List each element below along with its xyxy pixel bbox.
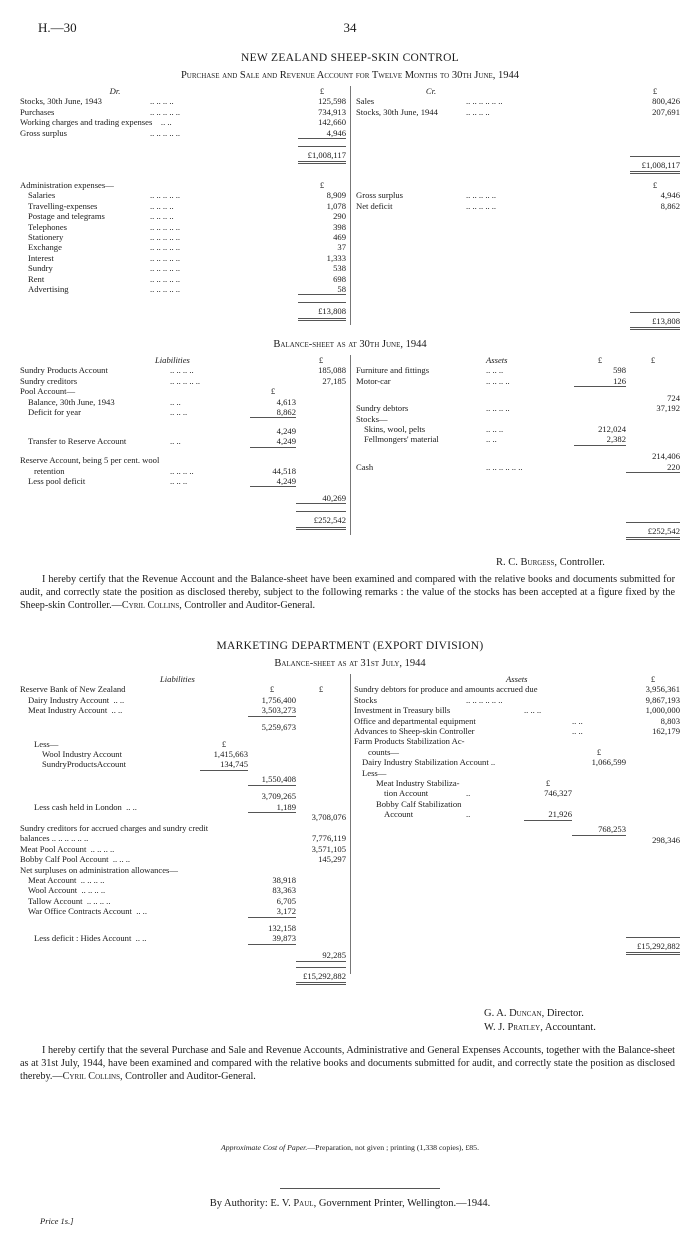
liabilities-label: Liabilities — [155, 355, 190, 365]
cost-of-paper-note: Approximate Cost of Paper.—Preparation, not given ; printing (1,338 copies), £85. — [220, 1143, 480, 1152]
table-row: Advances to Sheep-skin Controller .. .. 162,179 — [354, 726, 680, 737]
table-row: Exchange .. .. .. .. .. 37 — [28, 242, 346, 253]
trading-debit-total: £1,008,117 — [298, 147, 346, 163]
table-row: Less pool deficit .. .. .. 4,249 — [28, 476, 296, 487]
table-row: Sundry .. .. .. .. .. 538 — [28, 263, 346, 274]
table-row: Deficit for year .. .. .. 8,862 — [28, 407, 296, 418]
balance-sheet-liabilities: Liabilities £ Sundry Products Account .. .. .. .. 185,088 Sundry creditors .. .. .. .. .. 27,185 Pool Account— £ Balance, 30th June, 1943 .. .. 4,613 Deficit for year .. .. .. 8,862 4,249 Transfer to Reserve Account .. .. 4,249 Reserve Account, being 5 per cent. wool retention .. .. .. .. 44,518 Less pool deficit .. .. .. 4,249 40,269 £252,542 — [20, 355, 346, 530]
price-note: Price 1s.] — [40, 1216, 74, 1226]
table-row: Less deficit : Hides Account .. .. 39,873 — [34, 933, 296, 944]
table-row: Meat Account .. .. .. .. 38,918 — [28, 874, 296, 885]
table-row: Tallow Account .. .. .. .. 6,705 — [28, 895, 296, 906]
table-row: Investment in Treasury bills .. .. .. 1,000,000 — [354, 705, 680, 716]
revenue-debit-total: £13,808 — [298, 303, 346, 319]
balance-sheet-title: Balance-sheet as at 30th June, 1944 — [273, 339, 427, 350]
table-row: Advertising .. .. .. .. .. 58 — [28, 284, 346, 295]
table-row: SundryProductsAccount 134,745 — [42, 759, 248, 770]
divider — [280, 1188, 440, 1189]
signature-accountant: W. J. Pratley, Accountant. — [484, 1022, 596, 1033]
table-row: Postage and telegrams .. .. .. .. 290 — [28, 211, 346, 222]
table-row: Stocks .. .. .. .. .. .. 9,867,193 — [354, 694, 680, 705]
table-row: Wool Industry Account 1,415,663 — [42, 748, 248, 759]
marketing-assets-total: £15,292,882 — [626, 938, 680, 954]
table-row: Skins, wool, pelts .. .. .. 212,024 — [364, 423, 626, 434]
revenue-credit-total: £13,808 — [630, 312, 680, 328]
table-row: balances .. .. .. .. .. .. 7,776,119 — [20, 833, 346, 844]
table-row: Gross surplus .. .. .. .. .. 4,946 — [20, 127, 346, 138]
table-row: Rent .. .. .. .. .. 698 — [28, 273, 346, 284]
table-row: Meat Pool Account .. .. .. .. 3,571,105 — [20, 843, 346, 854]
cr-label: Cr. — [425, 86, 437, 96]
table-row: Working charges and trading expenses .. .. 142,660 — [20, 117, 346, 128]
assets-label: Assets — [506, 674, 528, 684]
table-row: Wool Account .. .. .. .. 83,363 — [28, 885, 296, 896]
table-row: Stocks, 30th June, 1943 .. .. .. .. 125,598 — [20, 96, 346, 107]
balance-sheet-assets: Assets £ £ Furniture and fittings .. .. .. 598 Motor-car .. .. .. .. 126 724 Sundry debtors .. .. .. .. 37,192 Stocks— Skins, wool, pelts .. .. .. 212,024 Fellmongers' material .. .. 2,382 214,406 Cash .. .. .. .. .. .. 220 £252,542 — [356, 355, 680, 540]
table-row: Stationery .. .. .. .. .. 469 — [28, 232, 346, 243]
marketing-liabilities-total: £15,292,882 — [296, 967, 346, 983]
table-row: War Office Contracts Account .. .. 3,172 — [28, 906, 296, 917]
table-row: Gross surplus .. .. .. .. .. 4,946 — [356, 190, 680, 201]
table-row: Travelling-expenses .. .. .. .. 1,078 — [28, 200, 346, 211]
table-row: Balance, 30th June, 1943 .. .. 4,613 — [28, 396, 296, 407]
table-row: Interest .. .. .. .. .. 1,333 — [28, 252, 346, 263]
table-row: Dairy Industry Account .. .. 1,756,400 — [28, 694, 296, 705]
signature-controller: R. C. Burgess, Controller. — [496, 557, 605, 568]
revenue-account-debit: Administration expenses— £ Salaries .. .. .. .. .. 8,909 Travelling-expenses .. .. .. .. 1,078 Postage and telegrams .. .. .. .. 290 Telephones .. .. .. .. .. 398 Stationery .. .. .. .. .. 469 Exchange .. .. .. .. .. 37 Interest .. .. .. .. .. 1,333 Sundry .. .. .. .. .. 538 Rent .. .. .. .. .. 698 Advertising .. .. .. .. .. 58 £13,808 — [20, 180, 346, 321]
marketing-title: MARKETING DEPARTMENT (EXPORT DIVISION) — [216, 640, 484, 652]
table-row: Less cash held in London .. .. 1,189 — [34, 801, 296, 812]
assets-total: £252,542 — [626, 523, 680, 539]
table-row: Sundry creditors .. .. .. .. .. 27,185 — [20, 375, 346, 386]
audit-certificate-marketing: I hereby certify that the several Purchase and Sale and Revenue Accounts, Administrative and General Expenses Accounts, together with the Balance-sheet as at 31st July, 1944, have been examined and compared with the relative books and documents submitted for audit, and correctly state the position as disclosed thereby.—Cyril Collins, Controller and Auditor-General. — [20, 1045, 675, 1082]
signature-director: G. A. Duncan, Director. — [484, 1008, 584, 1019]
column-divider — [350, 355, 351, 535]
marketing-balance-title: Balance-sheet as at 31st July, 1944 — [274, 658, 426, 669]
document-reference: H.—30 — [38, 20, 77, 35]
trading-account-credit: Cr. £ Sales .. .. .. .. .. .. 800,426 Stocks, 30th June, 1944 .. .. .. .. 207,691 £1,008,117 — [356, 86, 680, 174]
table-row: Cash .. .. .. .. .. .. 220 — [356, 461, 680, 472]
sheepskin-title: NEW ZEALAND SHEEP-SKIN CONTROL — [240, 52, 459, 64]
table-row: Fellmongers' material .. .. 2,382 — [364, 434, 626, 445]
table-row: Motor-car .. .. .. .. 126 — [356, 375, 626, 386]
audit-certificate-sheepskin: I hereby certify that the Revenue Account and the Balance-sheet have been examined and compared with the relative books and documents submitted for audit, and correctly state the position as disclosed thereby, subject to the following remarks : the value of the stocks has been accepted at a figure fixed by the Sheep-skin Controller.—Cyril Collins, Controller and Auditor-General. — [20, 574, 675, 611]
table-row: Sundry debtors for produce and amounts accrued due 3,956,361 — [354, 684, 680, 695]
table-row: Purchases .. .. .. .. .. 734,913 — [20, 106, 346, 117]
revenue-account-credit: £ Gross surplus .. .. .. .. .. 4,946 Net deficit .. .. .. .. .. 8,862 £13,808 — [356, 180, 680, 330]
printer-authority: By Authority: E. V. Paul, Government Printer, Wellington.—1944. — [209, 1198, 491, 1209]
admin-heading: Administration expenses— — [20, 180, 114, 190]
table-row: Transfer to Reserve Account .. .. 4,249 — [28, 436, 296, 447]
revenue-account-title: Purchase and Sale and Revenue Account for Twelve Months to 30th June, 1944 — [180, 70, 520, 81]
column-divider — [350, 86, 351, 325]
table-row: tion Account .. 746,327 — [384, 788, 572, 799]
assets-label: Assets — [486, 355, 508, 365]
table-row: Meat Industry Account .. .. 3,503,273 — [28, 705, 296, 716]
trading-credit-total: £1,008,117 — [630, 156, 680, 172]
liabilities-total: £252,542 — [296, 512, 346, 528]
dr-label: Dr. — [109, 86, 121, 96]
table-row: Sundry Products Account .. .. .. .. 185,088 — [20, 365, 346, 376]
table-row: Bobby Calf Pool Account .. .. .. 145,297 — [20, 854, 346, 865]
table-row: Net deficit .. .. .. .. .. 8,862 — [356, 200, 680, 211]
table-row: Stocks, 30th June, 1944 .. .. .. .. 207,691 — [356, 106, 680, 117]
table-row: Dairy Industry Stabilization Account .. 1,066,599 — [362, 757, 626, 768]
table-row: Furniture and fittings .. .. .. 598 — [356, 365, 626, 376]
column-divider — [350, 674, 351, 974]
page-number: 34 — [343, 20, 357, 35]
table-row: Account .. 21,926 — [384, 809, 572, 820]
table-row: retention .. .. .. .. 44,518 — [34, 465, 296, 476]
table-row: Telephones .. .. .. .. .. 398 — [28, 221, 346, 232]
liabilities-label: Liabilities — [160, 674, 195, 684]
table-row: Salaries .. .. .. .. .. 8,909 — [28, 190, 346, 201]
table-row: Sundry debtors .. .. .. .. 37,192 — [356, 403, 680, 414]
table-row: Office and departmental equipment .. .. 8,803 — [354, 715, 680, 726]
table-row: Sales .. .. .. .. .. .. 800,426 — [356, 96, 680, 107]
marketing-assets: Assets £ Sundry debtors for produce and amounts accrued due 3,956,361 Stocks .. .. .. .. .. .. 9,867,193 Investment in Treasury bills .. .. .. 1,000,000 Office and departmental equipment .. .. 8,803 Advances to Sheep-skin Controller .. .. 162,179 Farm Products Stabilization Ac- counts— £ Dairy Industry Stabilization Account .. 1,066,599 Less— Meat Industry Stabiliza- £ tion Account .. 746,327 Bobby Calf Stabilization Account .. 21,926 768,253 298,346 £15,292,882 — [354, 674, 680, 955]
trading-account-debit: Dr. £ Stocks, 30th June, 1943 .. .. .. .. 125,598 Purchases .. .. .. .. .. 734,913 Working charges and trading expenses .. .. 142,660 Gross surplus .. .. .. .. .. 4,946 £1,008,117 — [20, 86, 346, 164]
marketing-liabilities: Liabilities Reserve Bank of New Zealand £ £ Dairy Industry Account .. .. 1,756,400 Meat Industry Account .. .. 3,503,273 5,259,673 Less— £ Wool Industry Account 1,415,663 SundryProductsAccount 134,745 1,550,408 3,709,265 Less cash held in London .. .. 1,189 3,708,076 Sundry creditors for accrued charges and sundry credit balances .. .. .. .. .. .. 7,776,119 Meat Pool Account .. .. .. .. 3,571,105 Bobby Calf Pool Account .. .. .. 145,297 Net surpluses on administration allowances— Meat Account .. .. .. .. 38,918 Wool Account .. .. .. .. 83,363 Tallow Account .. .. .. .. 6,705 War Office Contracts Account .. .. 3,172 132,158 Less deficit : Hides Account .. .. 39,873 92,285 £15,292,882 — [20, 674, 346, 985]
